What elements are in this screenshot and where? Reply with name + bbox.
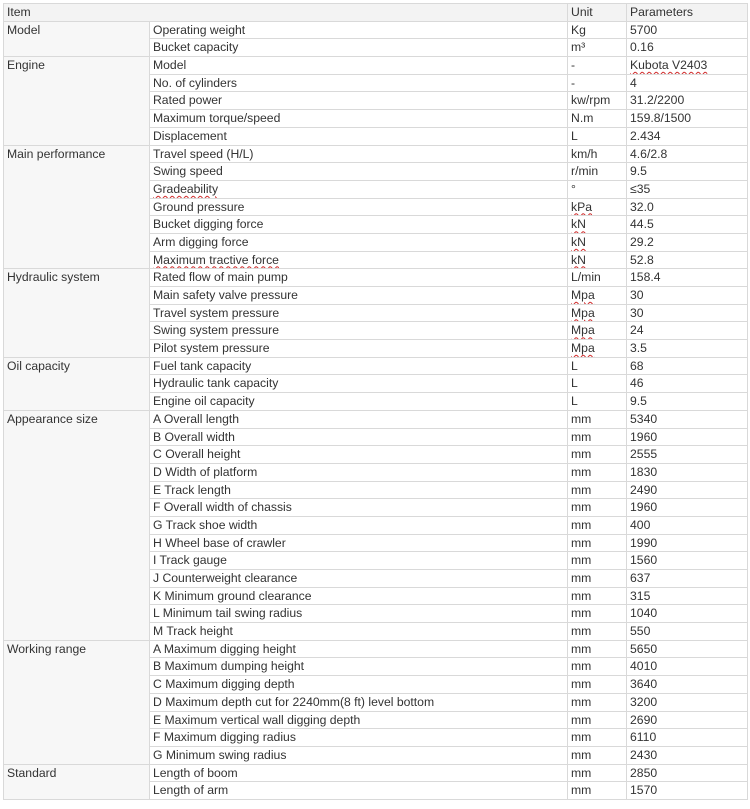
item-cell: G Minimum swing radius bbox=[150, 746, 568, 764]
value-cell: Kubota V2403 bbox=[627, 57, 748, 75]
item-cell: D Width of platform bbox=[150, 463, 568, 481]
item-cell: Length of arm bbox=[150, 782, 568, 800]
item-cell: Operating weight bbox=[150, 21, 568, 39]
item-cell: No. of cylinders bbox=[150, 74, 568, 92]
unit-cell: mm bbox=[568, 640, 627, 658]
unit-cell: km/h bbox=[568, 145, 627, 163]
unit-cell: mm bbox=[568, 428, 627, 446]
unit-cell: kN bbox=[568, 216, 627, 234]
value-cell: 1830 bbox=[627, 463, 748, 481]
unit-cell: - bbox=[568, 74, 627, 92]
item-cell: Model bbox=[150, 57, 568, 75]
value-cell: 550 bbox=[627, 623, 748, 641]
item-cell: Fuel tank capacity bbox=[150, 357, 568, 375]
value-cell: 4 bbox=[627, 74, 748, 92]
value-cell: 1040 bbox=[627, 605, 748, 623]
item-cell: A Overall length bbox=[150, 410, 568, 428]
item-cell: Rated flow of main pump bbox=[150, 269, 568, 287]
value-cell: 1990 bbox=[627, 534, 748, 552]
unit-cell: kw/rpm bbox=[568, 92, 627, 110]
value-cell: 159.8/1500 bbox=[627, 110, 748, 128]
item-cell: F Maximum digging radius bbox=[150, 729, 568, 747]
unit-cell: mm bbox=[568, 463, 627, 481]
unit-cell: mm bbox=[568, 711, 627, 729]
item-cell: Pilot system pressure bbox=[150, 340, 568, 358]
value-cell: 1570 bbox=[627, 782, 748, 800]
table-row bbox=[4, 410, 748, 428]
value-cell: 5340 bbox=[627, 410, 748, 428]
unit-cell: ° bbox=[568, 180, 627, 198]
value-cell: 30 bbox=[627, 287, 748, 305]
item-cell: A Maximum digging height bbox=[150, 640, 568, 658]
unit-cell: mm bbox=[568, 481, 627, 499]
header-unit: Unit bbox=[568, 4, 627, 22]
item-cell: Bucket digging force bbox=[150, 216, 568, 234]
item-cell: Engine oil capacity bbox=[150, 393, 568, 411]
value-cell: 1960 bbox=[627, 428, 748, 446]
table-row bbox=[4, 640, 748, 658]
item-cell: Swing system pressure bbox=[150, 322, 568, 340]
unit-cell: Mpa bbox=[568, 340, 627, 358]
item-cell: H Wheel base of crawler bbox=[150, 534, 568, 552]
value-cell: 637 bbox=[627, 570, 748, 588]
unit-cell: mm bbox=[568, 676, 627, 694]
value-cell: 2690 bbox=[627, 711, 748, 729]
unit-cell: mm bbox=[568, 729, 627, 747]
item-cell: L Minimum tail swing radius bbox=[150, 605, 568, 623]
item-cell: K Minimum ground clearance bbox=[150, 587, 568, 605]
unit-cell: L/min bbox=[568, 269, 627, 287]
unit-cell: mm bbox=[568, 516, 627, 534]
unit-cell: kN bbox=[568, 233, 627, 251]
value-cell: 2.434 bbox=[627, 127, 748, 145]
item-cell: E Track length bbox=[150, 481, 568, 499]
unit-cell: mm bbox=[568, 587, 627, 605]
header-parameters: Parameters bbox=[627, 4, 748, 22]
item-cell: Displacement bbox=[150, 127, 568, 145]
item-cell: Main safety valve pressure bbox=[150, 287, 568, 305]
value-cell: 30 bbox=[627, 304, 748, 322]
group-label: Appearance size bbox=[4, 410, 150, 640]
unit-cell: mm bbox=[568, 693, 627, 711]
unit-cell: L bbox=[568, 375, 627, 393]
value-cell: 24 bbox=[627, 322, 748, 340]
value-cell: 3.5 bbox=[627, 340, 748, 358]
value-cell: 158.4 bbox=[627, 269, 748, 287]
item-cell: J Counterweight clearance bbox=[150, 570, 568, 588]
value-cell: 2555 bbox=[627, 446, 748, 464]
unit-cell: L bbox=[568, 393, 627, 411]
table-row bbox=[4, 57, 748, 75]
item-cell: C Maximum digging depth bbox=[150, 676, 568, 694]
value-cell: 3640 bbox=[627, 676, 748, 694]
item-cell: Travel system pressure bbox=[150, 304, 568, 322]
item-cell: B Overall width bbox=[150, 428, 568, 446]
group-label: Hydraulic system bbox=[4, 269, 150, 357]
value-cell: 2430 bbox=[627, 746, 748, 764]
item-cell: Rated power bbox=[150, 92, 568, 110]
item-cell: E Maximum vertical wall digging depth bbox=[150, 711, 568, 729]
value-cell: 3200 bbox=[627, 693, 748, 711]
value-cell: 2850 bbox=[627, 764, 748, 782]
item-cell: Travel speed (H/L) bbox=[150, 145, 568, 163]
unit-cell: - bbox=[568, 57, 627, 75]
item-cell: G Track shoe width bbox=[150, 516, 568, 534]
group-label: Standard bbox=[4, 764, 150, 799]
unit-cell: mm bbox=[568, 446, 627, 464]
value-cell: 46 bbox=[627, 375, 748, 393]
value-cell: 315 bbox=[627, 587, 748, 605]
spec-table-body bbox=[4, 4, 748, 800]
unit-cell: kN bbox=[568, 251, 627, 269]
unit-cell: mm bbox=[568, 782, 627, 800]
item-cell: Gradeability bbox=[150, 180, 568, 198]
unit-cell: L bbox=[568, 357, 627, 375]
value-cell: 31.2/2200 bbox=[627, 92, 748, 110]
unit-cell: mm bbox=[568, 534, 627, 552]
unit-cell: m³ bbox=[568, 39, 627, 57]
value-cell: 5700 bbox=[627, 21, 748, 39]
value-cell: 44.5 bbox=[627, 216, 748, 234]
value-cell: 4.6/2.8 bbox=[627, 145, 748, 163]
value-cell: 6110 bbox=[627, 729, 748, 747]
value-cell: 9.5 bbox=[627, 393, 748, 411]
item-cell: Swing speed bbox=[150, 163, 568, 181]
item-cell: Bucket capacity bbox=[150, 39, 568, 57]
item-cell: B Maximum dumping height bbox=[150, 658, 568, 676]
value-cell: 52.8 bbox=[627, 251, 748, 269]
unit-cell: r/min bbox=[568, 163, 627, 181]
table-row bbox=[4, 357, 748, 375]
unit-cell: mm bbox=[568, 410, 627, 428]
value-cell: 2490 bbox=[627, 481, 748, 499]
value-cell: 1560 bbox=[627, 552, 748, 570]
value-cell: ≤35 bbox=[627, 180, 748, 198]
header-row bbox=[4, 4, 748, 22]
item-cell: I Track gauge bbox=[150, 552, 568, 570]
unit-cell: N.m bbox=[568, 110, 627, 128]
group-label: Working range bbox=[4, 640, 150, 764]
unit-cell: mm bbox=[568, 623, 627, 641]
group-label: Oil capacity bbox=[4, 357, 150, 410]
item-cell: D Maximum depth cut for 2240mm(8 ft) level bottom bbox=[150, 693, 568, 711]
item-cell: Maximum torque/speed bbox=[150, 110, 568, 128]
item-cell: Maximum tractive force bbox=[150, 251, 568, 269]
value-cell: 68 bbox=[627, 357, 748, 375]
unit-cell: mm bbox=[568, 570, 627, 588]
unit-cell: Mpa bbox=[568, 304, 627, 322]
item-cell: Arm digging force bbox=[150, 233, 568, 251]
value-cell: 29.2 bbox=[627, 233, 748, 251]
value-cell: 1960 bbox=[627, 499, 748, 517]
spec-table bbox=[3, 3, 748, 800]
unit-cell: mm bbox=[568, 552, 627, 570]
unit-cell: L bbox=[568, 127, 627, 145]
group-label: Engine bbox=[4, 57, 150, 145]
table-row bbox=[4, 145, 748, 163]
item-cell: C Overall height bbox=[150, 446, 568, 464]
unit-cell: Kg bbox=[568, 21, 627, 39]
unit-cell: mm bbox=[568, 764, 627, 782]
unit-cell: mm bbox=[568, 605, 627, 623]
item-cell: M Track height bbox=[150, 623, 568, 641]
value-cell: 5650 bbox=[627, 640, 748, 658]
item-cell: F Overall width of chassis bbox=[150, 499, 568, 517]
table-row bbox=[4, 269, 748, 287]
table-row bbox=[4, 21, 748, 39]
unit-cell: mm bbox=[568, 746, 627, 764]
value-cell: 32.0 bbox=[627, 198, 748, 216]
unit-cell: Mpa bbox=[568, 322, 627, 340]
unit-cell: Mpa bbox=[568, 287, 627, 305]
unit-cell: mm bbox=[568, 658, 627, 676]
unit-cell: kPa bbox=[568, 198, 627, 216]
item-cell: Length of boom bbox=[150, 764, 568, 782]
group-label: Main performance bbox=[4, 145, 150, 269]
value-cell: 400 bbox=[627, 516, 748, 534]
item-cell: Ground pressure bbox=[150, 198, 568, 216]
value-cell: 9.5 bbox=[627, 163, 748, 181]
table-row bbox=[4, 764, 748, 782]
value-cell: 0.16 bbox=[627, 39, 748, 57]
group-label: Model bbox=[4, 21, 150, 56]
unit-cell: mm bbox=[568, 499, 627, 517]
value-cell: 4010 bbox=[627, 658, 748, 676]
header-item: Item bbox=[4, 4, 568, 22]
item-cell: Hydraulic tank capacity bbox=[150, 375, 568, 393]
